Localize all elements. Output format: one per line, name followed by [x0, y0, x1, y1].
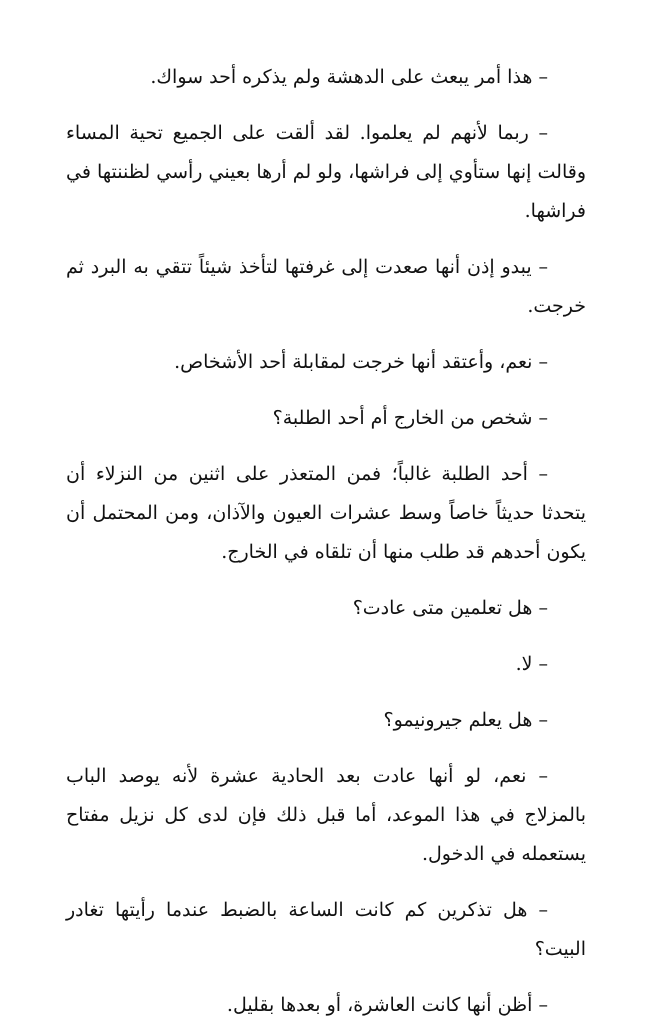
dialogue-paragraph: – هذا أمر يبعث على الدهشة ولم يذكره أحد سواك. — [150, 66, 548, 88]
text-column — [66, 58, 586, 1025]
dialogue-paragraph: – هل يعلم جيرونيمو؟ — [383, 709, 548, 731]
dialogue-paragraph: – نعم، لو أنها عادت بعد الحادية عشرة لأنه يوصد الباب بالمزلاج في هذا الموعد، أما قبل ذلك فإن لدى كل نزيل مفتاح يستعمله في الدخول. — [66, 765, 586, 865]
dialogue-paragraph: – هل تعلمين متى عادت؟ — [352, 597, 548, 619]
dialogue-paragraph: – لا. — [515, 653, 548, 675]
dialogue-paragraph: – أحد الطلبة غالباً؛ فمن المتعذر على اثنين من النزلاء أن يتحدثا حديثاً خاصاً وسط عشرات العيون والآذان، ومن المحتمل أن يكون أحدهم قد طلب منها أن تلقاه في الخارج. — [66, 463, 586, 563]
dialogue-paragraph: – ربما لأنهم لم يعلموا. لقد ألقت على الجميع تحية المساء وقالت إنها ستأوي إلى فراشها، ولو لم أرها بعيني رأسي لظننتها في فراشها. — [66, 122, 586, 222]
dialogue-paragraph: – يبدو إذن أنها صعدت إلى غرفتها لتأخذ شيئاً تتقي به البرد ثم خرجت. — [66, 256, 586, 317]
dialogue-paragraph: – أظن أنها كانت العاشرة، أو بعدها بقليل. — [226, 994, 548, 1016]
dialogue-paragraph: – هل تذكرين كم كانت الساعة بالضبط عندما رأيتها تغادر البيت؟ — [66, 899, 586, 960]
dialogue-paragraph: – شخص من الخارج أم أحد الطلبة؟ — [272, 407, 548, 429]
dialogue-paragraph: – نعم، وأعتقد أنها خرجت لمقابلة أحد الأشخاص. — [174, 351, 548, 373]
